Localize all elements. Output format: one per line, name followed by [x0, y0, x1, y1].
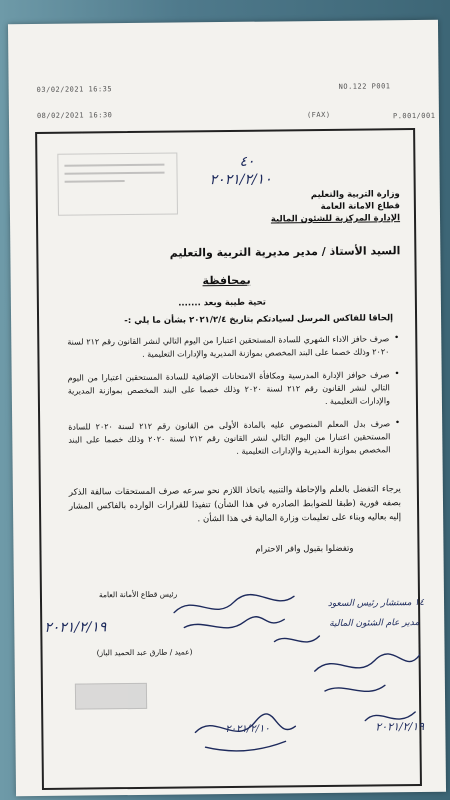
- governorate-label: بمحافظة: [202, 273, 251, 288]
- sector-name: قطاع الامانة العامة: [320, 201, 400, 213]
- fax-mode-label: (FAX): [306, 110, 331, 120]
- fax-page-label: P.001/001: [392, 111, 436, 121]
- intro-paragraph: إلحاقا للفاكس المرسل لسيادتكم بتاريخ ٢٠٢١/٢/٤ بشأن ما يلي :-: [124, 313, 394, 327]
- handwritten-note-1: ١٤ مستشار رئيس السعود: [327, 597, 425, 609]
- handwritten-bottom-left-date: ٢٠٢١/٢/١٠: [225, 723, 270, 736]
- greeting: تحية طيبة وبعد .......: [178, 297, 266, 309]
- handwritten-note-2: مدير عام الشئون المالية: [329, 617, 420, 629]
- handwritten-top-date: ٢٠٢١/٢/١٠: [209, 171, 272, 189]
- handwritten-mid-date: ٢٠٢١/٢/١٩: [44, 619, 107, 636]
- thanks-line: وتفضلوا بقبول وافر الاحترام: [255, 543, 354, 555]
- fax-document: [8, 20, 446, 796]
- list-item: • صرف بدل المعلم المنصوص عليه بالمادة الأولى من القانون رقم ٢١٢ لسنة ٢٠٢٠ للسادة المستحقين اعتبارا من اليوم التالي لنشر القانون رقم ٢١٢ لسنة ٢٠٢٠ وذلك خصما على البند المخصص بموازنة المديرية والإدارات التعليمية .: [68, 417, 400, 459]
- list-item: • صرف حافز الاداء الشهري للسادة المستحقين اعتبارا من اليوم التالي لنشر القانون رقم ٢١٢ لسنة ٢٠٢٠ وذلك خصما على البند المخصص بموازنة المديرية والإدارات التعليمية .: [67, 332, 399, 361]
- fax-timestamp-1: 03/02/2021 16:35: [36, 85, 113, 94]
- faded-stamp: [57, 153, 178, 216]
- handwritten-bottom-date: ٢٠٢١/٢/١٩: [375, 719, 425, 734]
- department-name: الإدارة المركزية للشئون المالية: [270, 213, 401, 225]
- signatory-name: (عميد / طارق عبد الحميد الباز): [96, 647, 193, 658]
- handwritten-number: ٤٠: [239, 153, 255, 170]
- handwritten-signatures: [164, 580, 426, 763]
- fax-number-1: NO.122 P001: [338, 82, 391, 91]
- signatory-title: رئيس قطاع الأمانة العامة: [98, 589, 178, 600]
- ministry-header: [250, 188, 400, 226]
- fax-timestamp-2: 08/02/2021 16:30: [36, 111, 113, 120]
- list-item: • صرف حوافز الإدارة المدرسية ومكافأة الامتحانات الإضافية للسادة المستحقين اعتبارا من اليوم التالي لنشر القانون رقم ٢١٢ لسنة ٢٠٢٠ وذلك خصما على البند المخصص بموازنة المديرية والإدارات التعليمية .: [68, 368, 400, 410]
- redacted-box: [75, 683, 147, 710]
- ministry-name: وزارة التربية والتعليم: [310, 189, 400, 201]
- closing-paragraph: يرجاء التفضل بالعلم والإحاطة والتنبيه باتخاذ اللازم نحو سرعه صرف المستحقات سالفة الذكر بصفه فورية (طبقا للضوابط الصادره في هذا الشأن) تنفيذا للقرارات الوارده بالفاكس المشار إليه بعاليه وبناء على تعليمات وزارة المالية في هذا الشأن .: [68, 484, 402, 525]
- addressee: السيد الأستاذ / مدير مديرية التربية والتعليم: [169, 244, 401, 260]
- items-list: [67, 332, 400, 469]
